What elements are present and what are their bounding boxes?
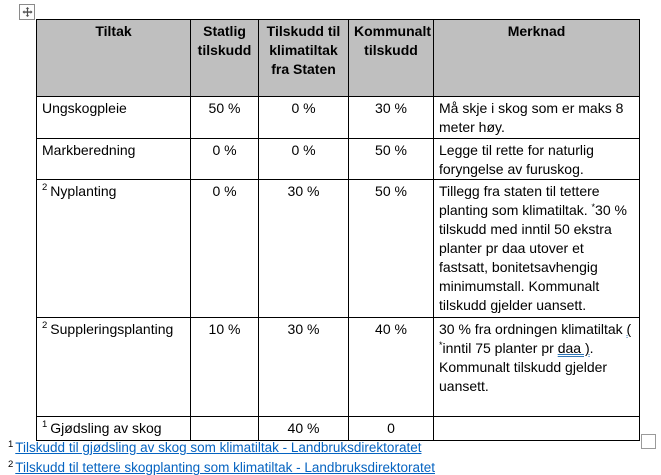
table-row: [37, 139, 640, 180]
kommunalt-cell: 30 %: [349, 97, 434, 139]
kommunalt-cell: 50 %: [349, 180, 434, 318]
header-kommunalt-tilskudd: Kommunalt tilskudd: [349, 20, 434, 97]
merknad-cell: Legge til rette for naturlig foryngelse av furuskog.: [434, 139, 640, 180]
merknad-text: 30 % fra ordningen klimatiltak: [439, 321, 627, 337]
statlig-cell: 0 %: [191, 180, 259, 318]
header-merknad: Merknad: [434, 20, 640, 97]
merknad-text: 30 % tilskudd med inntil 50 ekstra planter pr daa utover et fastsatt, bonitetsavhengig minimumstall. Kommunalt tilskudd gjelder uansett.: [439, 202, 627, 313]
merknad-cell: [434, 318, 640, 417]
statlig-cell: 10 %: [191, 318, 259, 417]
header-row: [37, 20, 640, 97]
tiltak-cell: [37, 139, 191, 180]
footnote-2: [8, 459, 435, 475]
footnote-2-marker: 2: [8, 458, 14, 470]
footnote-2-link[interactable]: Tilskudd til tettere skogplanting som klimatiltak - Landbruksdirektoratet: [15, 460, 435, 475]
table-row: [37, 180, 640, 318]
footnote-ref-2: 2: [42, 182, 48, 194]
tiltak-cell: [37, 318, 191, 417]
move-arrows-icon: [22, 7, 33, 18]
tiltak-cell: [37, 180, 191, 318]
grammar-underline-text: daa ): [557, 340, 590, 356]
table-move-handle[interactable]: [19, 4, 35, 20]
klimatiltak-cell: 30 %: [259, 318, 349, 417]
table-row: [37, 318, 640, 417]
tiltak-cell: [37, 97, 191, 139]
klimatiltak-cell: 0 %: [259, 139, 349, 180]
kommunalt-cell: 40 %: [349, 318, 434, 417]
tiltak-label: Nyplanting: [50, 183, 117, 199]
grammar-underline-text: (: [626, 321, 632, 337]
tiltak-label: Gjødsling av skog: [50, 420, 162, 436]
tiltak-label: Ungskogpleie: [42, 100, 127, 116]
merknad-cell: [434, 180, 640, 318]
header-tiltak: Tiltak: [37, 20, 191, 97]
table-resize-handle[interactable]: [641, 434, 656, 449]
table-row: [37, 97, 640, 139]
asterisk-mark: *: [591, 202, 596, 212]
statlig-cell: 0 %: [191, 139, 259, 180]
asterisk-mark: *: [439, 340, 443, 350]
kommunalt-cell: 50 %: [349, 139, 434, 180]
merknad-cell: Må skje i skog som er maks 8 meter høy.: [434, 97, 640, 139]
merknad-text: .: [589, 340, 594, 356]
merknad-text: Tillegg fra staten til tettere planting som klimatiltak.: [439, 183, 600, 218]
statlig-cell: 50 %: [191, 97, 259, 139]
tiltak-label: Markberedning: [42, 142, 136, 158]
tiltak-label: Suppleringsplanting: [50, 321, 174, 337]
footnote-1: [8, 439, 421, 457]
klimatiltak-cell: 30 %: [259, 180, 349, 318]
tiltak-cell: [37, 417, 191, 441]
statlig-cell: [191, 417, 259, 441]
footnote-1-marker: 1: [8, 438, 14, 450]
subsidy-table: [36, 19, 640, 441]
merknad-text: Kommunalt tilskudd gjelder uansett.: [439, 359, 608, 394]
kommunalt-cell: 0: [349, 417, 434, 441]
table-row: [37, 417, 640, 441]
merknad-text: inntil 75 planter pr: [442, 340, 558, 356]
klimatiltak-cell: 40 %: [259, 417, 349, 441]
footnote-ref-2: 2: [42, 320, 48, 332]
klimatiltak-cell: 0 %: [259, 97, 349, 139]
footnote-1-link[interactable]: Tilskudd til gjødsling av skog som klimatiltak - Landbruksdirektoratet: [15, 440, 422, 455]
footnote-ref-1: 1: [42, 419, 48, 431]
merknad-cell: [434, 417, 640, 441]
header-statlig-tilskudd: Statlig tilskudd: [191, 20, 259, 97]
header-klimatiltak-tilskudd: Tilskudd til klimatiltak fra Staten: [259, 20, 349, 97]
